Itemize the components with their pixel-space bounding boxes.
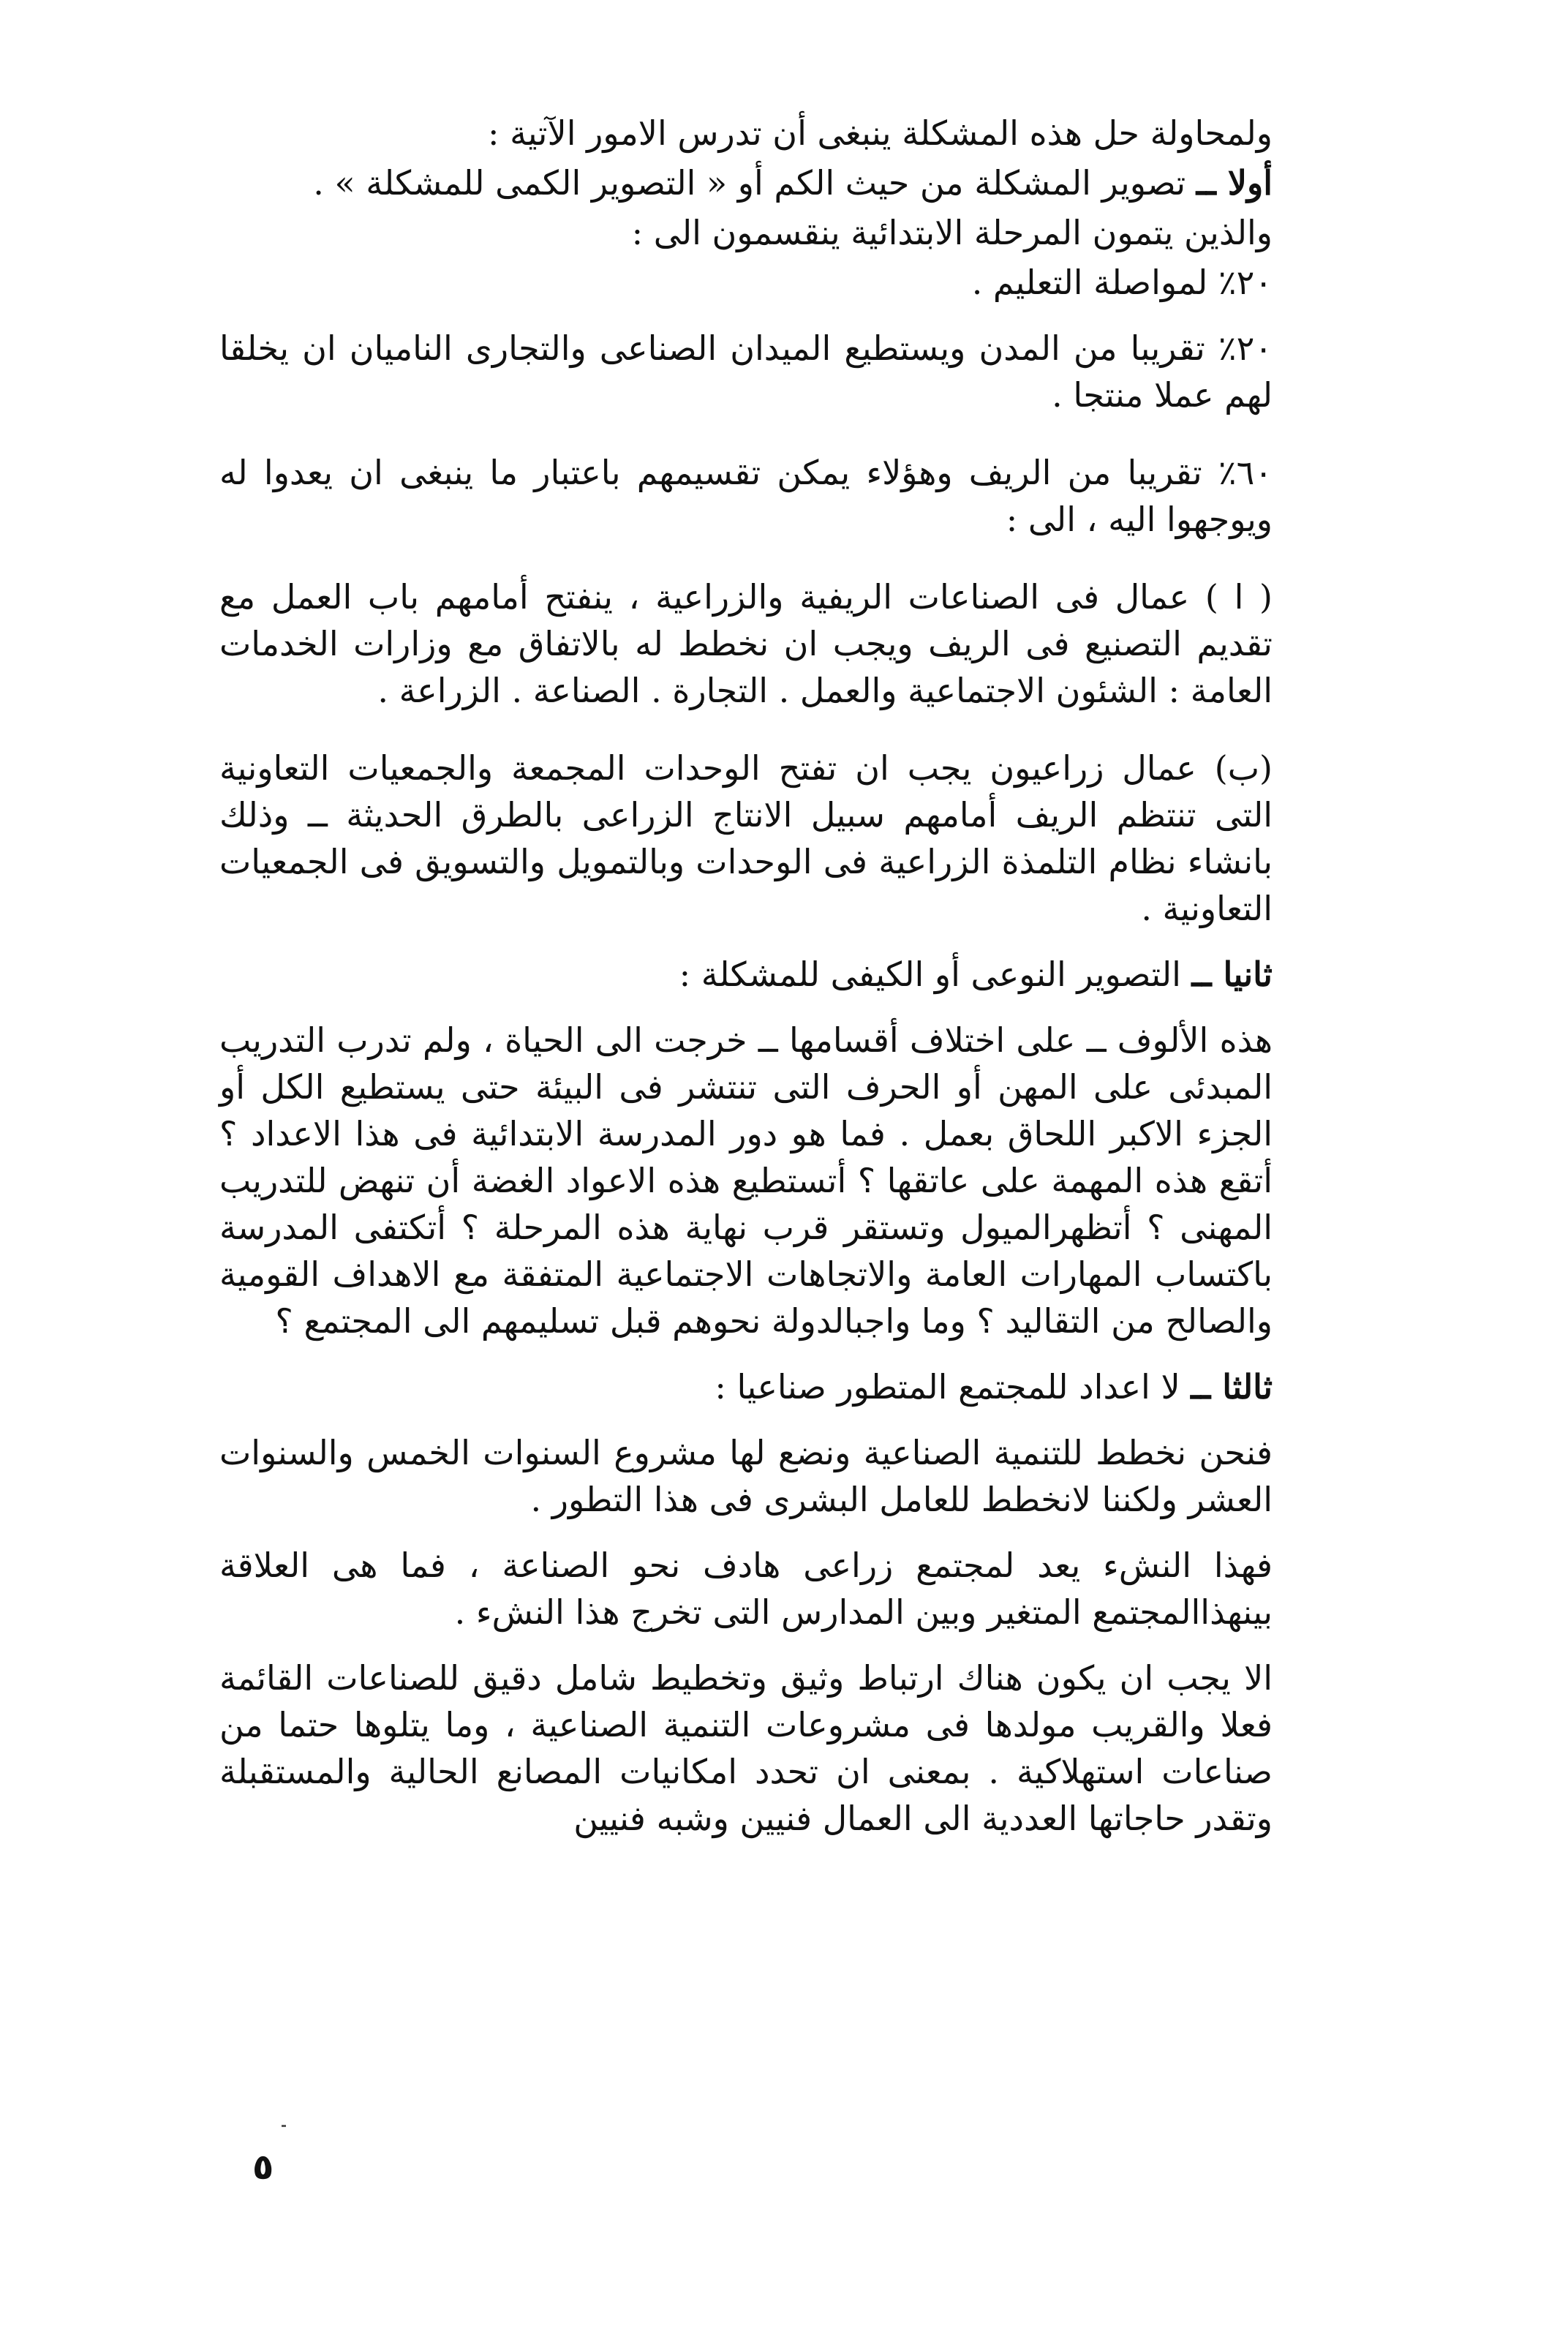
- item-a-paragraph: ( ا ) عمال فى الصناعات الريفية والزراعية ، ينفتح أمامهم باب العمل مع تقديم التصنيع فى الريف ويجب ان نخطط له بالاتفاق مع وزارات الخدمات العامة : الشئون الاجتماعية والعمل . التجارة . الصناعة . الزراعة .: [219, 577, 1273, 710]
- youth-paragraph: فهذا النشء يعد لمجتمع زراعى هادف نحو الصناعة ، فما هى العلاقة بينهذاالمجتمع المتغير وبين المدارس التى تخرج هذا النشء .: [219, 1546, 1273, 1632]
- section-first-text: تصوير المشكلة من حيث الكم أو « التصوير الكمى للمشكلة » .: [313, 163, 1196, 203]
- section-second-heading: [219, 951, 1273, 998]
- section-third-heading: [219, 1363, 1273, 1410]
- document-page: [219, 110, 1273, 1861]
- section-first-label: أولا ــ: [1196, 163, 1273, 203]
- section-second-text: التصوير النوعى أو الكيفى للمشكلة :: [679, 955, 1192, 994]
- pct-60-rural-item: ٦٠٪ تقريبا من الريف وهؤلاء يمكن تقسيمهم باعتبار ما ينبغى ان يعدوا له ويوجهوا اليه ، الى :: [219, 453, 1273, 539]
- item-b-paragraph: (ب) عمال زراعيون يجب ان تفتح الوحدات المجمعة والجمعيات التعاونية التى تنتظم الريف أمامهم سبيل الانتاج الزراعى بالطرق الحديثة ــ وذلك بانشاء نظام التلمذة الزراعية فى الوحدات وبالتمويل والتسويق فى الجمعيات التعاونية .: [219, 748, 1273, 928]
- footer-rule: [282, 2125, 286, 2127]
- page-number: ٥: [252, 2147, 274, 2188]
- section-first-heading: [219, 159, 1273, 206]
- section-third-text: لا اعداد للمجتمع المتطور صناعيا :: [715, 1367, 1191, 1407]
- pct-20-cities-item: ٢٠٪ تقريبا من المدن ويستطيع الميدان الصناعى والتجارى الناميان ان يخلقا لهم عملا منتجا .: [219, 328, 1273, 415]
- intro-paragraph: ولمحاولة حل هذه المشكلة ينبغى أن تدرس الامور الآتية :: [488, 113, 1273, 153]
- pct-20-education-item: ٢٠٪ لمواصلة التعليم .: [971, 263, 1273, 302]
- must-paragraph: الا يجب ان يكون هناك ارتباط وثيق وتخطيط شامل دقيق للصناعات القائمة فعلا والقريب مولدها فى مشروعات التنمية الصناعية ، وما يتلوها حتما من صناعات استهلاكية . بمعنى ان تحدد امكانيات المصانع الحالية والمستقبلة وتقدر حاجاتها العددية الى العمال فنيين وشبه فنيين: [219, 1658, 1273, 1838]
- thousands-paragraph: هذه الألوف ــ على اختلاف أقسامها ــ خرجت الى الحياة ، ولم تدرب التدريب المبدئى على المهن أو الحرف التى تنتشر فى البيئة حتى يستطيع الكل أو الجزء الاكبر اللحاق بعمل . فما هو دور المدرسة الابتدائية فى هذا الاعداد ؟ أتقع هذه المهمة على عاتقها ؟ أتستطيع هذه الاعواد الغضة أن تنهض للتدريب المهنى ؟ أتظهرالميول وتستقر قرب نهاية هذه المرحلة ؟ أتكتفى المدرسة باكتساب المهارات العامة والاتجاهات الاجتماعية المتفقة مع الاهداف القومية والصالح من التقاليد ؟ وما واجبالدولة نحوهم قبل تسليمهم الى المجتمع ؟: [219, 1020, 1273, 1341]
- primary-pupils-paragraph: والذين يتمون المرحلة الابتدائية ينقسمون الى :: [631, 213, 1273, 252]
- planning-paragraph: فنحن نخطط للتنمية الصناعية ونضع لها مشروع السنوات الخمس والسنوات العشر ولكننا لانخطط للعامل البشرى فى هذا التطور .: [219, 1433, 1273, 1519]
- section-third-label: ثالثا ــ: [1191, 1367, 1273, 1407]
- section-second-label: ثانيا ــ: [1191, 955, 1273, 994]
